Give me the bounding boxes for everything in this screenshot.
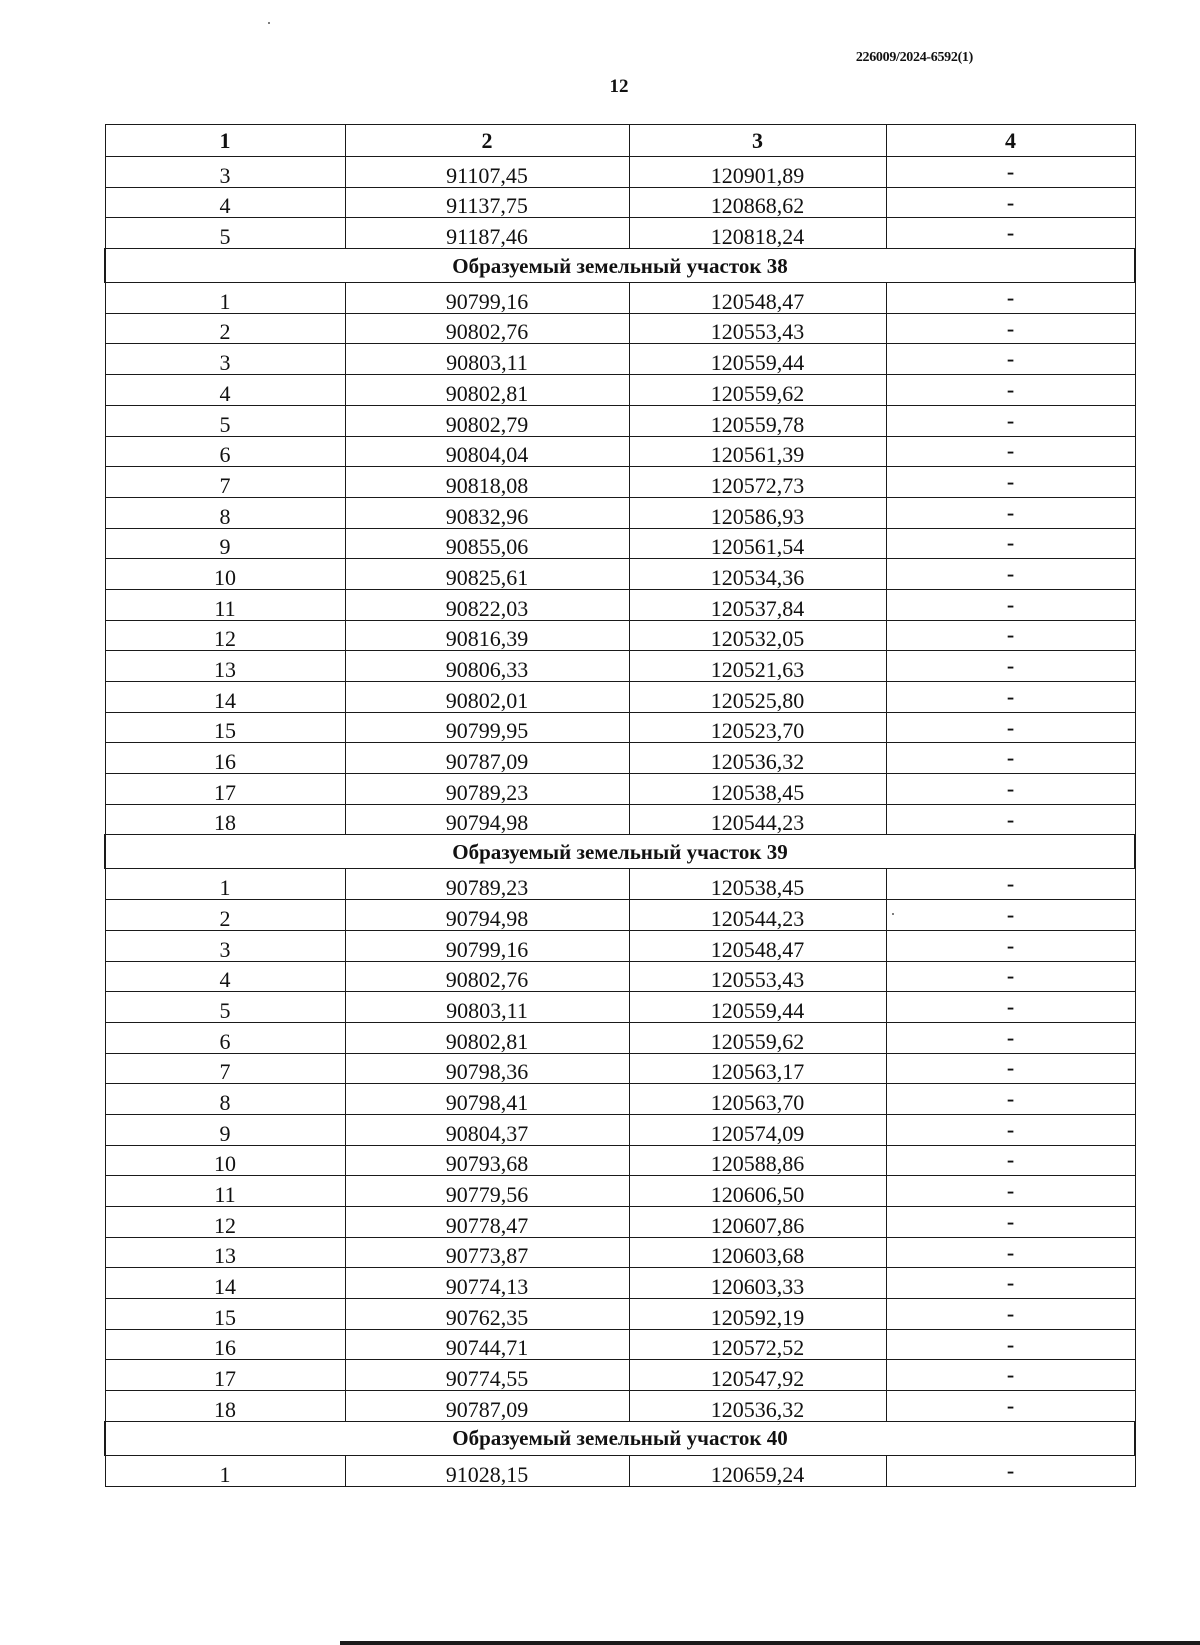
column-header: 4 bbox=[886, 125, 1135, 157]
table-row bbox=[105, 743, 1135, 774]
point-number-cell: 4 bbox=[105, 375, 345, 406]
note-cell: - bbox=[886, 1022, 1135, 1053]
note-cell: - bbox=[886, 375, 1135, 406]
table-row bbox=[105, 1268, 1135, 1299]
column-header: 3 bbox=[629, 125, 886, 157]
y-coordinate-cell: 120544,23 bbox=[629, 900, 886, 931]
x-coordinate-cell: 90825,61 bbox=[345, 559, 629, 590]
y-coordinate-cell: 120537,84 bbox=[629, 589, 886, 620]
x-coordinate-cell: 90773,87 bbox=[345, 1237, 629, 1268]
table-row bbox=[105, 774, 1135, 805]
y-coordinate-cell: 120559,62 bbox=[629, 1022, 886, 1053]
y-coordinate-cell: 120603,68 bbox=[629, 1237, 886, 1268]
table-row bbox=[105, 375, 1135, 406]
table-row bbox=[105, 1022, 1135, 1053]
point-number-cell: 11 bbox=[105, 1176, 345, 1207]
section-header-row bbox=[105, 835, 1135, 869]
point-number-cell: 5 bbox=[105, 405, 345, 436]
note-cell: - bbox=[886, 1114, 1135, 1145]
y-coordinate-cell: 120559,78 bbox=[629, 405, 886, 436]
table-row bbox=[105, 344, 1135, 375]
table-row bbox=[105, 1329, 1135, 1360]
x-coordinate-cell: 90832,96 bbox=[345, 497, 629, 528]
table-row bbox=[105, 283, 1135, 314]
x-coordinate-cell: 91107,45 bbox=[345, 157, 629, 188]
table-row bbox=[105, 559, 1135, 590]
note-cell: - bbox=[886, 283, 1135, 314]
x-coordinate-cell: 90798,36 bbox=[345, 1053, 629, 1084]
point-number-cell: 13 bbox=[105, 651, 345, 682]
table-row bbox=[105, 497, 1135, 528]
y-coordinate-cell: 120553,43 bbox=[629, 313, 886, 344]
y-coordinate-cell: 120553,43 bbox=[629, 961, 886, 992]
table-row bbox=[105, 900, 1135, 931]
table-row bbox=[105, 712, 1135, 743]
note-cell: - bbox=[886, 774, 1135, 805]
column-header: 2 bbox=[345, 125, 629, 157]
x-coordinate-cell: 90806,33 bbox=[345, 651, 629, 682]
x-coordinate-cell: 90855,06 bbox=[345, 528, 629, 559]
table-row bbox=[105, 1114, 1135, 1145]
x-coordinate-cell: 90802,81 bbox=[345, 1022, 629, 1053]
point-number-cell: 18 bbox=[105, 1391, 345, 1422]
document-number: 226009/2024-6592(1) bbox=[855, 50, 973, 65]
table-row bbox=[105, 804, 1135, 835]
note-cell: - bbox=[886, 218, 1135, 249]
x-coordinate-cell: 90802,81 bbox=[345, 375, 629, 406]
note-cell: - bbox=[886, 1455, 1135, 1486]
note-cell: - bbox=[886, 1237, 1135, 1268]
point-number-cell: 1 bbox=[105, 283, 345, 314]
x-coordinate-cell: 90762,35 bbox=[345, 1299, 629, 1330]
scan-speck bbox=[892, 913, 894, 915]
point-number-cell: 17 bbox=[105, 774, 345, 805]
page-number: 12 bbox=[609, 76, 629, 97]
y-coordinate-cell: 120548,47 bbox=[629, 283, 886, 314]
y-coordinate-cell: 120538,45 bbox=[629, 774, 886, 805]
note-cell: - bbox=[886, 187, 1135, 218]
table-row bbox=[105, 1176, 1135, 1207]
x-coordinate-cell: 90789,23 bbox=[345, 774, 629, 805]
x-coordinate-cell: 91137,75 bbox=[345, 187, 629, 218]
y-coordinate-cell: 120607,86 bbox=[629, 1207, 886, 1238]
y-coordinate-cell: 120901,89 bbox=[629, 157, 886, 188]
y-coordinate-cell: 120563,70 bbox=[629, 1084, 886, 1115]
y-coordinate-cell: 120536,32 bbox=[629, 1391, 886, 1422]
table-row bbox=[105, 218, 1135, 249]
point-number-cell: 15 bbox=[105, 1299, 345, 1330]
note-cell: - bbox=[886, 559, 1135, 590]
section-header-row bbox=[105, 249, 1135, 283]
section-title: Образуемый земельный участок 39 bbox=[105, 835, 1135, 869]
table-row bbox=[105, 1237, 1135, 1268]
note-cell: - bbox=[886, 1176, 1135, 1207]
coordinates-table bbox=[104, 124, 1136, 1487]
table-header-row bbox=[105, 125, 1135, 157]
table-row bbox=[105, 1455, 1135, 1486]
x-coordinate-cell: 90802,01 bbox=[345, 682, 629, 713]
note-cell: - bbox=[886, 682, 1135, 713]
note-cell: - bbox=[886, 344, 1135, 375]
y-coordinate-cell: 120538,45 bbox=[629, 869, 886, 900]
table-row bbox=[105, 313, 1135, 344]
y-coordinate-cell: 120572,73 bbox=[629, 467, 886, 498]
point-number-cell: 6 bbox=[105, 436, 345, 467]
y-coordinate-cell: 120592,19 bbox=[629, 1299, 886, 1330]
table-row bbox=[105, 1207, 1135, 1238]
table-row bbox=[105, 157, 1135, 188]
note-cell: - bbox=[886, 712, 1135, 743]
note-cell: - bbox=[886, 1053, 1135, 1084]
x-coordinate-cell: 90794,98 bbox=[345, 804, 629, 835]
point-number-cell: 8 bbox=[105, 497, 345, 528]
table-row bbox=[105, 1145, 1135, 1176]
table-row bbox=[105, 930, 1135, 961]
note-cell: - bbox=[886, 869, 1135, 900]
x-coordinate-cell: 90802,79 bbox=[345, 405, 629, 436]
table-row bbox=[105, 1360, 1135, 1391]
point-number-cell: 1 bbox=[105, 869, 345, 900]
y-coordinate-cell: 120534,36 bbox=[629, 559, 886, 590]
note-cell: - bbox=[886, 992, 1135, 1023]
y-coordinate-cell: 120603,33 bbox=[629, 1268, 886, 1299]
x-coordinate-cell: 90787,09 bbox=[345, 743, 629, 774]
table-row bbox=[105, 187, 1135, 218]
x-coordinate-cell: 91187,46 bbox=[345, 218, 629, 249]
y-coordinate-cell: 120588,86 bbox=[629, 1145, 886, 1176]
point-number-cell: 7 bbox=[105, 467, 345, 498]
point-number-cell: 2 bbox=[105, 900, 345, 931]
note-cell: - bbox=[886, 436, 1135, 467]
x-coordinate-cell: 90778,47 bbox=[345, 1207, 629, 1238]
note-cell: - bbox=[886, 1360, 1135, 1391]
y-coordinate-cell: 120532,05 bbox=[629, 620, 886, 651]
y-coordinate-cell: 120818,24 bbox=[629, 218, 886, 249]
table-row bbox=[105, 436, 1135, 467]
point-number-cell: 6 bbox=[105, 1022, 345, 1053]
x-coordinate-cell: 90804,37 bbox=[345, 1114, 629, 1145]
x-coordinate-cell: 90744,71 bbox=[345, 1329, 629, 1360]
x-coordinate-cell: 90798,41 bbox=[345, 1084, 629, 1115]
y-coordinate-cell: 120561,39 bbox=[629, 436, 886, 467]
note-cell: - bbox=[886, 1391, 1135, 1422]
note-cell: - bbox=[886, 589, 1135, 620]
section-title: Образуемый земельный участок 38 bbox=[105, 249, 1135, 283]
table-row bbox=[105, 620, 1135, 651]
table-row bbox=[105, 528, 1135, 559]
y-coordinate-cell: 120547,92 bbox=[629, 1360, 886, 1391]
note-cell: - bbox=[886, 743, 1135, 774]
note-cell: - bbox=[886, 930, 1135, 961]
point-number-cell: 9 bbox=[105, 1114, 345, 1145]
y-coordinate-cell: 120586,93 bbox=[629, 497, 886, 528]
note-cell: - bbox=[886, 651, 1135, 682]
y-coordinate-cell: 120574,09 bbox=[629, 1114, 886, 1145]
note-cell: - bbox=[886, 961, 1135, 992]
table-row bbox=[105, 405, 1135, 436]
x-coordinate-cell: 90774,55 bbox=[345, 1360, 629, 1391]
point-number-cell: 9 bbox=[105, 528, 345, 559]
y-coordinate-cell: 120559,44 bbox=[629, 992, 886, 1023]
x-coordinate-cell: 90822,03 bbox=[345, 589, 629, 620]
point-number-cell: 14 bbox=[105, 682, 345, 713]
y-coordinate-cell: 120659,24 bbox=[629, 1455, 886, 1486]
section-title: Образуемый земельный участок 40 bbox=[105, 1421, 1135, 1455]
table-row bbox=[105, 961, 1135, 992]
y-coordinate-cell: 120868,62 bbox=[629, 187, 886, 218]
point-number-cell: 4 bbox=[105, 187, 345, 218]
table-row bbox=[105, 651, 1135, 682]
x-coordinate-cell: 90774,13 bbox=[345, 1268, 629, 1299]
y-coordinate-cell: 120536,32 bbox=[629, 743, 886, 774]
note-cell: - bbox=[886, 497, 1135, 528]
table-row bbox=[105, 1053, 1135, 1084]
table-row bbox=[105, 1299, 1135, 1330]
scan-speck bbox=[268, 22, 270, 24]
x-coordinate-cell: 90799,16 bbox=[345, 930, 629, 961]
point-number-cell: 7 bbox=[105, 1053, 345, 1084]
table-row bbox=[105, 869, 1135, 900]
note-cell: - bbox=[886, 313, 1135, 344]
table-row bbox=[105, 589, 1135, 620]
note-cell: - bbox=[886, 1299, 1135, 1330]
x-coordinate-cell: 90787,09 bbox=[345, 1391, 629, 1422]
x-coordinate-cell: 90799,95 bbox=[345, 712, 629, 743]
point-number-cell: 3 bbox=[105, 344, 345, 375]
note-cell: - bbox=[886, 467, 1135, 498]
x-coordinate-cell: 90794,98 bbox=[345, 900, 629, 931]
x-coordinate-cell: 90799,16 bbox=[345, 283, 629, 314]
table-row bbox=[105, 1084, 1135, 1115]
table-row bbox=[105, 682, 1135, 713]
x-coordinate-cell: 90779,56 bbox=[345, 1176, 629, 1207]
y-coordinate-cell: 120521,63 bbox=[629, 651, 886, 682]
point-number-cell: 13 bbox=[105, 1237, 345, 1268]
point-number-cell: 17 bbox=[105, 1360, 345, 1391]
point-number-cell: 5 bbox=[105, 992, 345, 1023]
point-number-cell: 12 bbox=[105, 620, 345, 651]
y-coordinate-cell: 120559,62 bbox=[629, 375, 886, 406]
y-coordinate-cell: 120561,54 bbox=[629, 528, 886, 559]
y-coordinate-cell: 120548,47 bbox=[629, 930, 886, 961]
point-number-cell: 15 bbox=[105, 712, 345, 743]
x-coordinate-cell: 90802,76 bbox=[345, 961, 629, 992]
y-coordinate-cell: 120606,50 bbox=[629, 1176, 886, 1207]
point-number-cell: 14 bbox=[105, 1268, 345, 1299]
point-number-cell: 10 bbox=[105, 559, 345, 590]
x-coordinate-cell: 90803,11 bbox=[345, 992, 629, 1023]
x-coordinate-cell: 90803,11 bbox=[345, 344, 629, 375]
table-row bbox=[105, 467, 1135, 498]
x-coordinate-cell: 90793,68 bbox=[345, 1145, 629, 1176]
note-cell: - bbox=[886, 1268, 1135, 1299]
note-cell: - bbox=[886, 1084, 1135, 1115]
point-number-cell: 8 bbox=[105, 1084, 345, 1115]
point-number-cell: 1 bbox=[105, 1455, 345, 1486]
bottom-scan-edge bbox=[340, 1641, 1200, 1645]
y-coordinate-cell: 120525,80 bbox=[629, 682, 886, 713]
point-number-cell: 5 bbox=[105, 218, 345, 249]
x-coordinate-cell: 90818,08 bbox=[345, 467, 629, 498]
point-number-cell: 4 bbox=[105, 961, 345, 992]
y-coordinate-cell: 120559,44 bbox=[629, 344, 886, 375]
x-coordinate-cell: 90816,39 bbox=[345, 620, 629, 651]
y-coordinate-cell: 120523,70 bbox=[629, 712, 886, 743]
x-coordinate-cell: 91028,15 bbox=[345, 1455, 629, 1486]
point-number-cell: 10 bbox=[105, 1145, 345, 1176]
column-header: 1 bbox=[105, 125, 345, 157]
y-coordinate-cell: 120563,17 bbox=[629, 1053, 886, 1084]
note-cell: - bbox=[886, 1329, 1135, 1360]
table-body bbox=[105, 157, 1135, 1487]
x-coordinate-cell: 90804,04 bbox=[345, 436, 629, 467]
table-row bbox=[105, 992, 1135, 1023]
point-number-cell: 18 bbox=[105, 804, 345, 835]
note-cell: - bbox=[886, 528, 1135, 559]
note-cell: - bbox=[886, 804, 1135, 835]
y-coordinate-cell: 120572,52 bbox=[629, 1329, 886, 1360]
note-cell: - bbox=[886, 620, 1135, 651]
point-number-cell: 12 bbox=[105, 1207, 345, 1238]
point-number-cell: 2 bbox=[105, 313, 345, 344]
table-row bbox=[105, 1391, 1135, 1422]
note-cell: - bbox=[886, 405, 1135, 436]
point-number-cell: 16 bbox=[105, 1329, 345, 1360]
y-coordinate-cell: 120544,23 bbox=[629, 804, 886, 835]
section-header-row bbox=[105, 1421, 1135, 1455]
point-number-cell: 3 bbox=[105, 157, 345, 188]
note-cell: - bbox=[886, 900, 1135, 931]
x-coordinate-cell: 90789,23 bbox=[345, 869, 629, 900]
note-cell: - bbox=[886, 1207, 1135, 1238]
note-cell: - bbox=[886, 157, 1135, 188]
point-number-cell: 11 bbox=[105, 589, 345, 620]
table-header bbox=[105, 125, 1135, 157]
point-number-cell: 3 bbox=[105, 930, 345, 961]
point-number-cell: 16 bbox=[105, 743, 345, 774]
x-coordinate-cell: 90802,76 bbox=[345, 313, 629, 344]
note-cell: - bbox=[886, 1145, 1135, 1176]
